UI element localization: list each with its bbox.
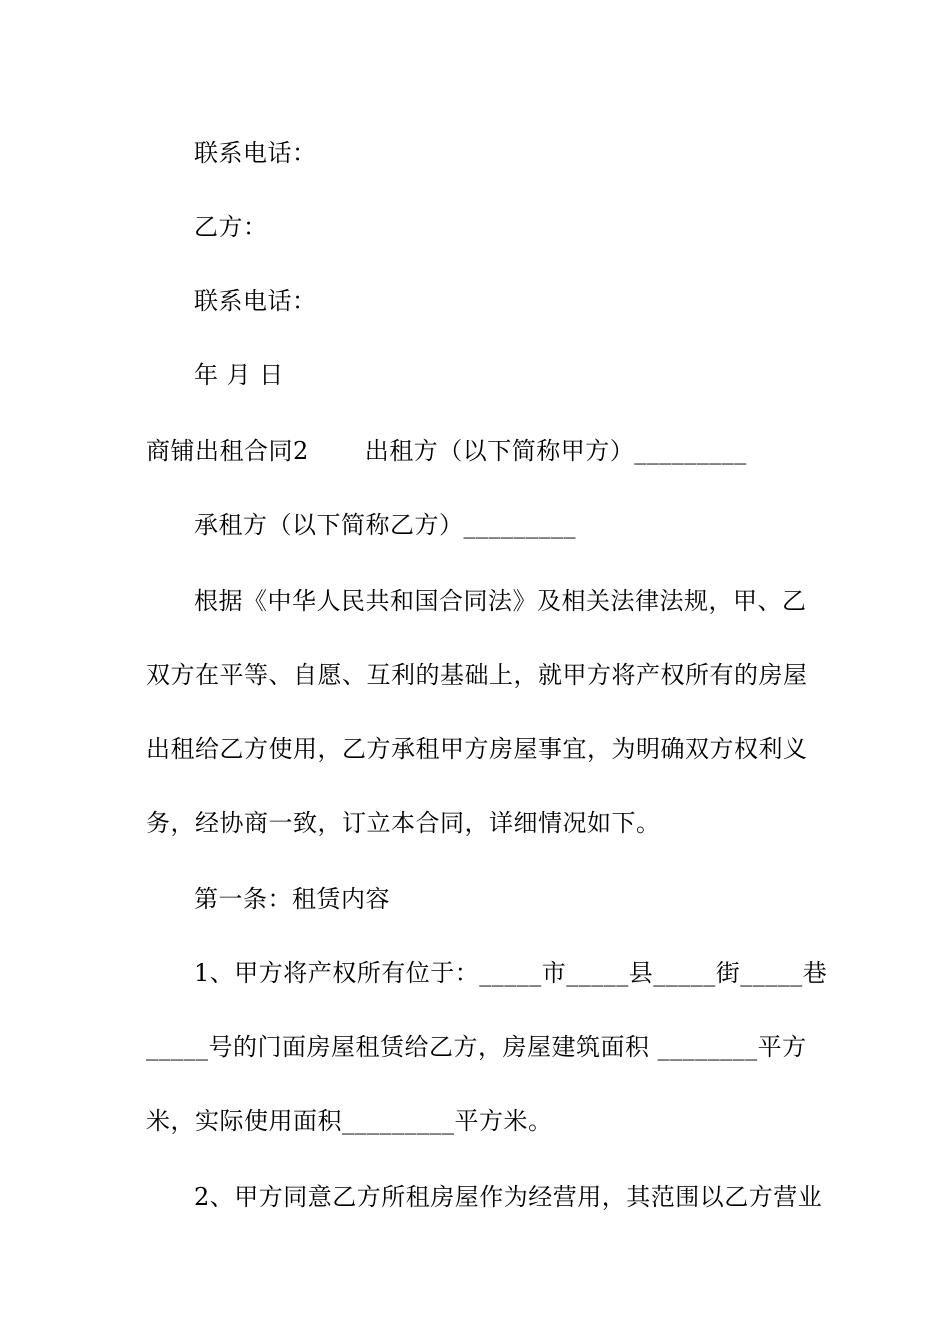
paragraph-line: 务，经协商一致，订立本合同，详细情况如下。 [146,809,661,837]
lessor-field: 出租方（以下简称甲方）_________ [364,437,747,465]
paragraph-line: _____号的门面房屋租赁给乙方，房屋建筑面积 ________平方 [146,1033,807,1061]
article-one-heading: 第一条：租赁内容 [194,885,390,913]
contract-heading-line [146,436,816,466]
contact-phone-b-line: 联系电话： [194,287,317,315]
paragraph-line: 根据《中华人民共和国合同法》及相关法律法规，甲、乙 [194,587,807,615]
lessee-field: 承租方（以下简称乙方）_________ [194,511,576,539]
paragraph-line: 米，实际使用面积_________平方米。 [146,1107,553,1135]
contact-phone-a-line: 联系电话： [194,139,317,167]
paragraph-line: 出租给乙方使用，乙方承租甲方房屋事宜，为明确双方权利义 [146,735,808,763]
paragraph-line: 2、甲方同意乙方所租房屋作为经营用，其范围以乙方营业 [194,1183,823,1211]
party-b-line: 乙方： [194,213,268,241]
paragraph-line: 双方在平等、自愿、互利的基础上，就甲方将产权所有的房屋 [146,661,808,689]
contract-title: 商铺出租合同2 [146,437,309,465]
paragraph-line: 1、甲方将产权所有位于：_____市_____县_____街_____巷 [194,959,828,987]
date-line: 年 月 日 [194,361,284,389]
